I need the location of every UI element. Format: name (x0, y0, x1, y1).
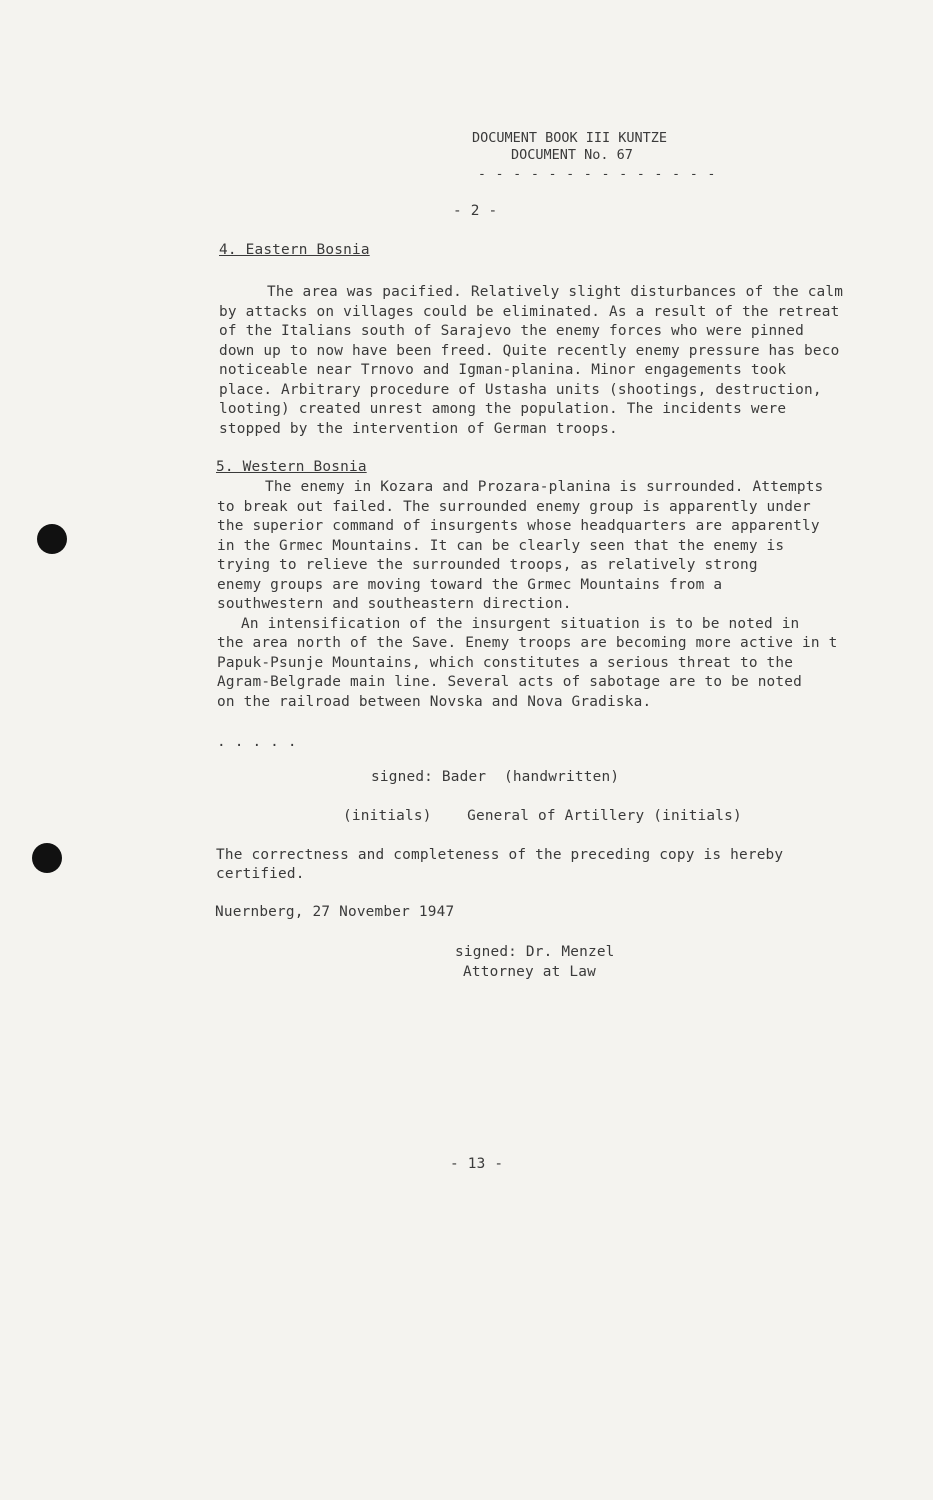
text-line: in the Grmec Mountains. It can be clearly seen that the enemy is (217, 537, 785, 554)
certification-line-2: certified. (216, 866, 305, 882)
text-line: the superior command of insurgents whose headquarters are apparently (217, 518, 820, 534)
punch-hole-top (37, 524, 67, 554)
text-line: The area was pacified. Relatively slight disturbances of the calm (267, 284, 844, 300)
signed-line: signed: Bader (handwritten) (371, 769, 620, 785)
section-heading-eastern-bosnia: 4. Eastern Bosnia (219, 242, 370, 258)
section-body-western-bosnia (217, 478, 837, 712)
text-line: to break out failed. The surrounded enemy group is apparently under (217, 498, 811, 515)
ellipsis: . . . . . (217, 734, 297, 750)
text-line: southwestern and southeastern direction. (217, 596, 572, 612)
text-line: of the Italians south of Sarajevo the enemy forces who were pinned (219, 323, 805, 339)
document-number-line: DOCUMENT No. 67 (511, 147, 633, 163)
attorney-signed-line: signed: Dr. Menzel (455, 944, 615, 960)
certification-line-1: The correctness and completeness of the preceding copy is hereby (216, 847, 784, 863)
page-marker: - 2 - (453, 203, 498, 219)
text-line: The enemy in Kozara and Prozara-planina is surrounded. Attempts (265, 479, 824, 495)
text-line: place. Arbitrary procedure of Ustasha units (shootings, destruction, (219, 381, 822, 398)
signer-title-line: (initials) General of Artillery (initials) (343, 808, 742, 824)
text-line: enemy groups are moving toward the Grmec Mountains from a (217, 576, 723, 593)
text-line: by attacks on villages could be eliminated. As a result of the retreat (219, 303, 840, 320)
text-line: Papuk-Psunje Mountains, which constitutes a serious threat to the (217, 654, 794, 671)
text-line: stopped by the intervention of German troops. (219, 420, 618, 437)
text-line: trying to relieve the surrounded troops, as relatively strong (217, 557, 758, 573)
text-line: noticeable near Trnovo and Igman-planina. Minor engagements took (219, 362, 787, 378)
text-line: Agram-Belgrade main line. Several acts of sabotage are to be noted (217, 674, 803, 690)
header-rule: - - - - - - - - - - - - - - (478, 167, 717, 182)
place-date: Nuernberg, 27 November 1947 (215, 904, 455, 920)
attorney-title-line: Attorney at Law (463, 964, 596, 980)
text-line: on the railroad between Novska and Nova Gradiska. (217, 693, 652, 710)
text-line: looting) created unrest among the population. The incidents were (219, 401, 787, 417)
section-heading-western-bosnia: 5. Western Bosnia (216, 459, 367, 475)
punch-hole-bottom (32, 843, 62, 873)
section-body-eastern-bosnia (219, 283, 843, 439)
text-line: An intensification of the insurgent situation is to be noted in (241, 615, 800, 632)
page-number: - 13 - (450, 1156, 504, 1172)
document-book-line: DOCUMENT BOOK III KUNTZE (472, 130, 668, 146)
text-line: down up to now have been freed. Quite recently enemy pressure has beco (219, 342, 840, 359)
text-line: the area north of the Save. Enemy troops are becoming more active in t (217, 635, 838, 651)
